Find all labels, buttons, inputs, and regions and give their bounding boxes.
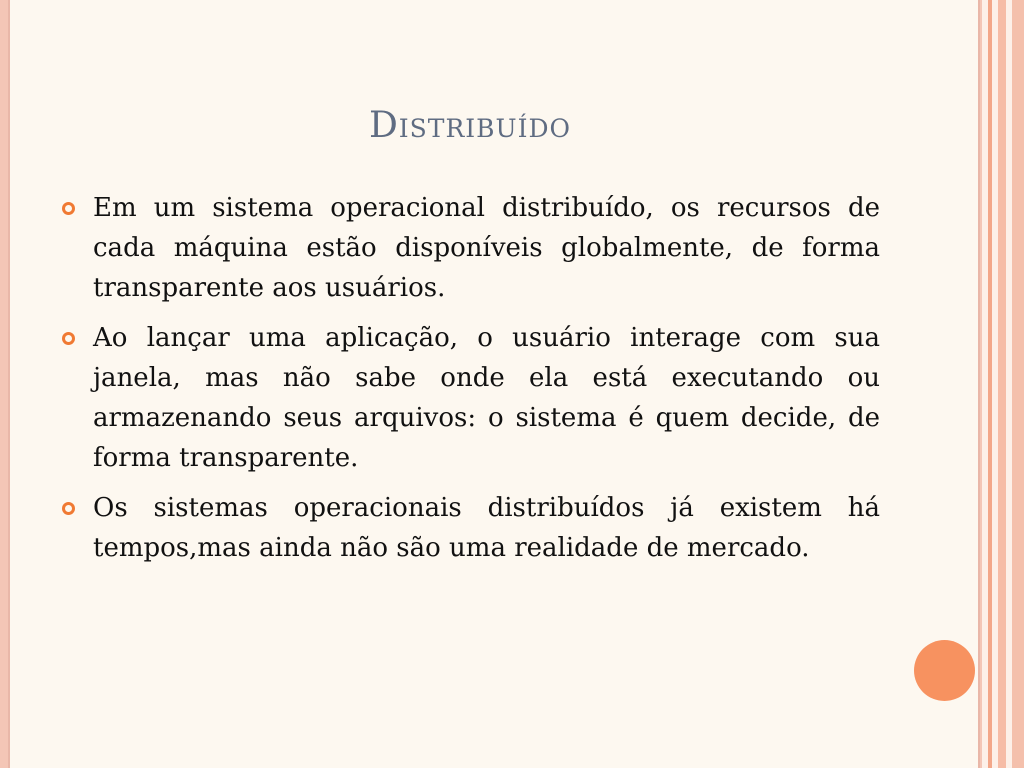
bullet-circle-icon <box>62 202 75 215</box>
bullet-circle-icon <box>62 502 75 515</box>
bullet-item <box>60 318 880 478</box>
bullet-list <box>60 188 880 578</box>
decor-stripe <box>998 0 1006 768</box>
bullet-text: Os sistemas operacionais distribuídos já existem há tempos,mas ainda não são uma realidade de mercado. <box>93 493 880 563</box>
bullet-item <box>60 188 880 308</box>
decor-circle-icon <box>914 640 975 701</box>
bullet-item <box>60 488 880 568</box>
bullet-circle-icon <box>62 332 75 345</box>
decor-stripe <box>1012 0 1024 768</box>
bullet-text: Em um sistema operacional distribuído, os recursos de cada máquina estão disponíveis globalmente, de forma transparente aos usuários. <box>93 193 880 303</box>
bullet-text: Ao lançar uma aplicação, o usuário interage com sua janela, mas não sabe onde ela está executando ou armazenando seus arquivos: o sistema é quem decide, de forma transparente. <box>93 323 880 473</box>
slide-title: Distribuído <box>368 105 572 146</box>
